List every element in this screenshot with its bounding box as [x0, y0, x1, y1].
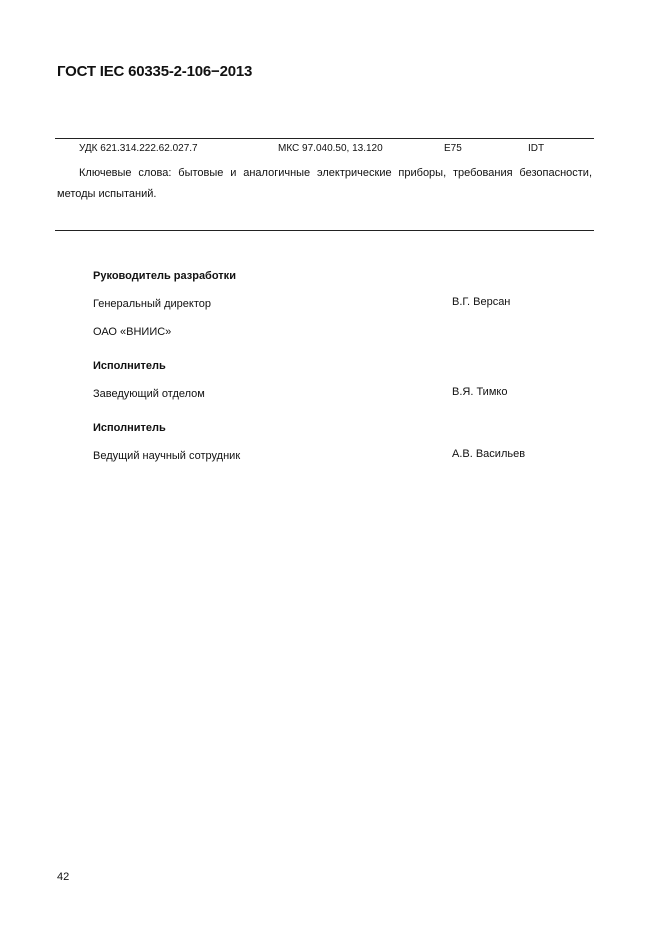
executor-1-position: Заведующий отделом: [93, 388, 205, 400]
head-organization: ОАО «ВНИИС»: [93, 326, 172, 338]
document-title: ГОСТ IEC 60335-2-106−2013: [57, 63, 253, 80]
bottom-divider: [55, 230, 594, 231]
top-divider: [55, 138, 594, 139]
head-title: Руководитель разработки: [93, 270, 236, 282]
executor-2-position: Ведущий научный сотрудник: [93, 450, 241, 462]
head-position: Генеральный директор: [93, 298, 211, 310]
executor-1-name: В.Я. Тимко: [452, 386, 508, 398]
udk-code: УДК 621.314.222.62.027.7: [79, 143, 198, 154]
executor-2-name: А.В. Васильев: [452, 448, 526, 460]
executor-2-title: Исполнитель: [93, 422, 166, 434]
head-name: В.Г. Версан: [452, 296, 511, 308]
page-number: 42: [57, 871, 70, 883]
keywords-text: бытовые и аналогичные электрические приборы, требования безопасности, методы испытаний.: [57, 167, 592, 200]
mks-code: МКС 97.040.50, 13.120: [278, 143, 383, 154]
keywords-label: Ключевые слова:: [79, 167, 172, 179]
keywords-paragraph: [57, 163, 592, 205]
idt-code: IDT: [528, 143, 545, 154]
executor-1-title: Исполнитель: [93, 360, 166, 372]
okp-code: Е75: [444, 143, 462, 154]
